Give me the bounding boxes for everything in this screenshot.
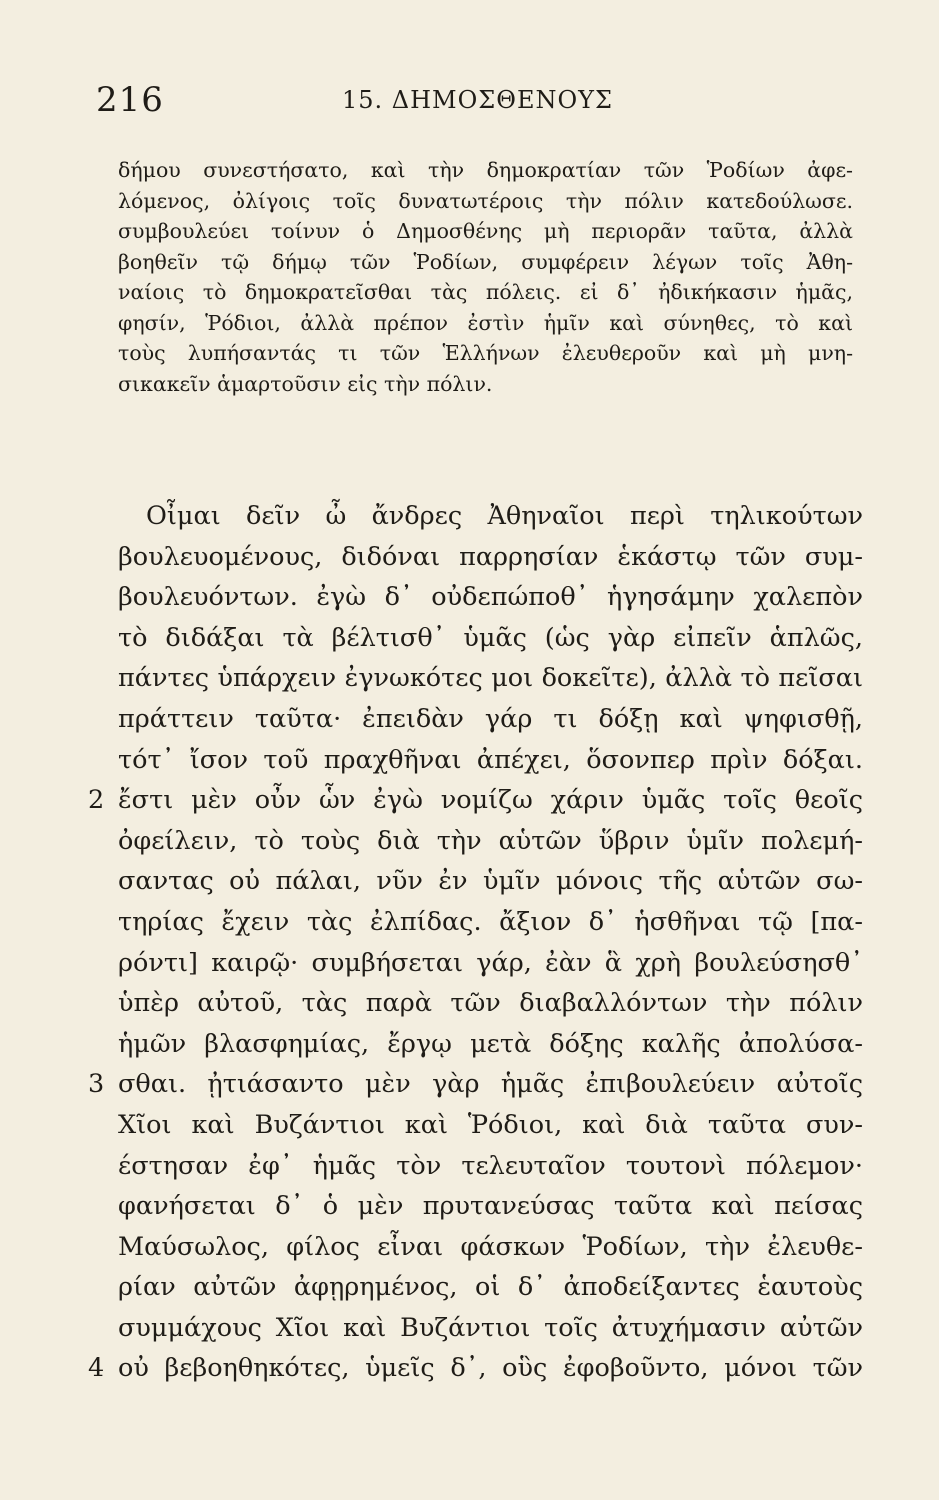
text-line [118,943,863,984]
text-line-content: έστησαν ἐφ᾽ ἡμᾶς τὸν τελευταῖον τουτονὶ πόλεμον· [118,1150,863,1181]
text-line-content: σθαι. ᾐτιάσαντο μὲν γὰρ ἡμᾶς ἐπιβουλεύειν αὐτοῖς [118,1069,863,1100]
summary-line: φησίν, Ῥόδιοι, ἀλλὰ πρέπον ἐστὶν ἡμῖν καὶ σύνηθες, τὸ καὶ [118,310,853,335]
text-line-content: οὐ βεβοηθηκότες, ὑμεῖς δ᾽, οὓς ἐφοβοῦντο, μόνοι τῶν [118,1353,863,1384]
summary-line: τοὺς λυπήσαντάς τι τῶν Ἑλλήνων ἐλευθεροῦν καὶ μὴ μνη- [118,341,853,365]
text-line [118,577,863,618]
summary-line: βοηθεῖν τῷ δήμῳ τῶν Ῥοδίων, συμφέρειν λέγων τοῖς Ἀθη- [118,249,853,274]
text-line-content: τηρίας ἔχειν τὰς ἐλπίδας. ἄξιον δ᾽ ἡσθῆναι τῷ [πα- [118,906,863,937]
text-line [118,1146,863,1187]
text-line [88,780,863,821]
text-line-content: πάντες ὑπάρχειν ἐγνωκότες μοι δοκεῖτε), ἀλλὰ τὸ πεῖσαι [118,663,863,694]
section-number: 2 [88,785,105,816]
text-line [118,983,863,1024]
summary-line: ναίοις τὸ δημοκρατεῖσθαι τὰς πόλεις. εἰ δ᾽ ἠδικήκασιν ἡμᾶς, [118,280,853,304]
text-line-content: ὀφείλειν, τὸ τοὺς διὰ τὴν αὑτῶν ὕβριν ὑμῖν πολεμή- [118,825,863,856]
text-line-content: Οἶμαι δεῖν ὦ ἄνδρες Ἀθηναῖοι περὶ τηλικούτων [146,501,863,531]
text-line [118,537,863,578]
text-line-content: βουλευόντων. ἐγὼ δ᾽ οὐδεπώποθ᾽ ἡγησάμην χαλεπὸν [118,582,863,613]
text-line-content: βουλευομένους, διδόναι παρρησίαν ἑκάστῳ τῶν συμ- [118,541,863,572]
text-line [118,1186,863,1227]
text-line-content: φανήσεται δ᾽ ὁ μὲν πρυτανεύσας ταῦτα καὶ πείσας [118,1191,863,1222]
text-line [118,1267,863,1308]
text-line [118,658,863,699]
text-line [118,1227,863,1268]
summary-line: δήμου συνεστήσατο, καὶ τὴν δημοκρατίαν τῶν Ῥοδίων ἀφε- [118,158,853,182]
text-line-content: ρίαν αὐτῶν ἀφῃρημένος, οἱ δ᾽ ἀποδείξαντες ἑαυτοὺς [118,1272,863,1303]
speech-text [88,496,863,1389]
text-line [88,1348,863,1389]
text-line [118,699,863,740]
summary-line: σικακεῖν ἁμαρτοῦσιν εἰς τὴν πόλιν. [118,371,493,396]
text-line-content: ρόντι] καιρῷ· συμβήσεται γάρ, ἐὰν ἃ χρὴ βουλεύσησθ᾽ [118,947,863,978]
text-line [118,618,863,659]
text-line [118,902,863,943]
section-number: 4 [88,1353,105,1384]
text-line [118,496,863,537]
text-line-content: τότ᾽ ἴσον τοῦ πραχθῆναι ἀπέχει, ὅσονπερ πρὶν δόξαι. [118,744,863,775]
text-line-content: σαντας οὐ πάλαι, νῦν ἐν ὑμῖν μόνοις τῆς αὑτῶν σω- [118,866,863,897]
summary-line: λόμενος, ὀλίγοις τοῖς δυνατωτέροις τὴν πόλιν κατεδούλωσε. [118,188,853,213]
text-line-content: Χῖοι καὶ Βυζάντιοι καὶ Ῥόδιοι, καὶ διὰ ταῦτα συν- [118,1109,863,1140]
text-line [118,740,863,781]
text-line [118,1024,863,1065]
text-line-content: ἡμῶν βλασφημίας, ἔργῳ μετὰ δόξης καλῆς ἀπολύσα- [118,1028,863,1059]
text-line-content: πράττειν ταῦτα· ἐπειδὰν γάρ τι δόξῃ καὶ ψηφισθῇ, [118,703,863,734]
text-line-content: Μαύσωλος, φίλος εἶναι φάσκων Ῥοδίων, τὴν ἐλευθε- [118,1231,863,1262]
text-line-content: τὸ διδάξαι τὰ βέλτισθ᾽ ὑμᾶς (ὡς γὰρ εἰπεῖν ἁπλῶς, [118,622,863,653]
page-number: 216 [96,80,164,120]
text-line [118,861,863,902]
argument-summary [118,155,853,399]
text-line [118,821,863,862]
text-line [118,1308,863,1349]
text-line [88,1064,863,1105]
page-header [96,80,836,130]
text-line-content: συμμάχους Χῖοι καὶ Βυζάντιοι τοῖς ἀτυχήμασιν αὐτῶν [118,1312,863,1343]
text-line [118,1105,863,1146]
section-number: 3 [88,1069,105,1100]
text-line-content: ἔστι μὲν οὖν ὧν ἐγὼ νομίζω χάριν ὑμᾶς τοῖς θεοῖς [118,785,863,816]
summary-line: συμβουλεύει τοίνυν ὁ Δημοσθένης μὴ περιορᾶν ταῦτα, ἀλλὰ [118,219,853,243]
running-head: 15. ΔΗΜΟΣΘΕΝΟΥΣ [342,86,613,114]
text-line-content: ὑπὲρ αὐτοῦ, τὰς παρὰ τῶν διαβαλλόντων τὴν πόλιν [118,988,863,1019]
